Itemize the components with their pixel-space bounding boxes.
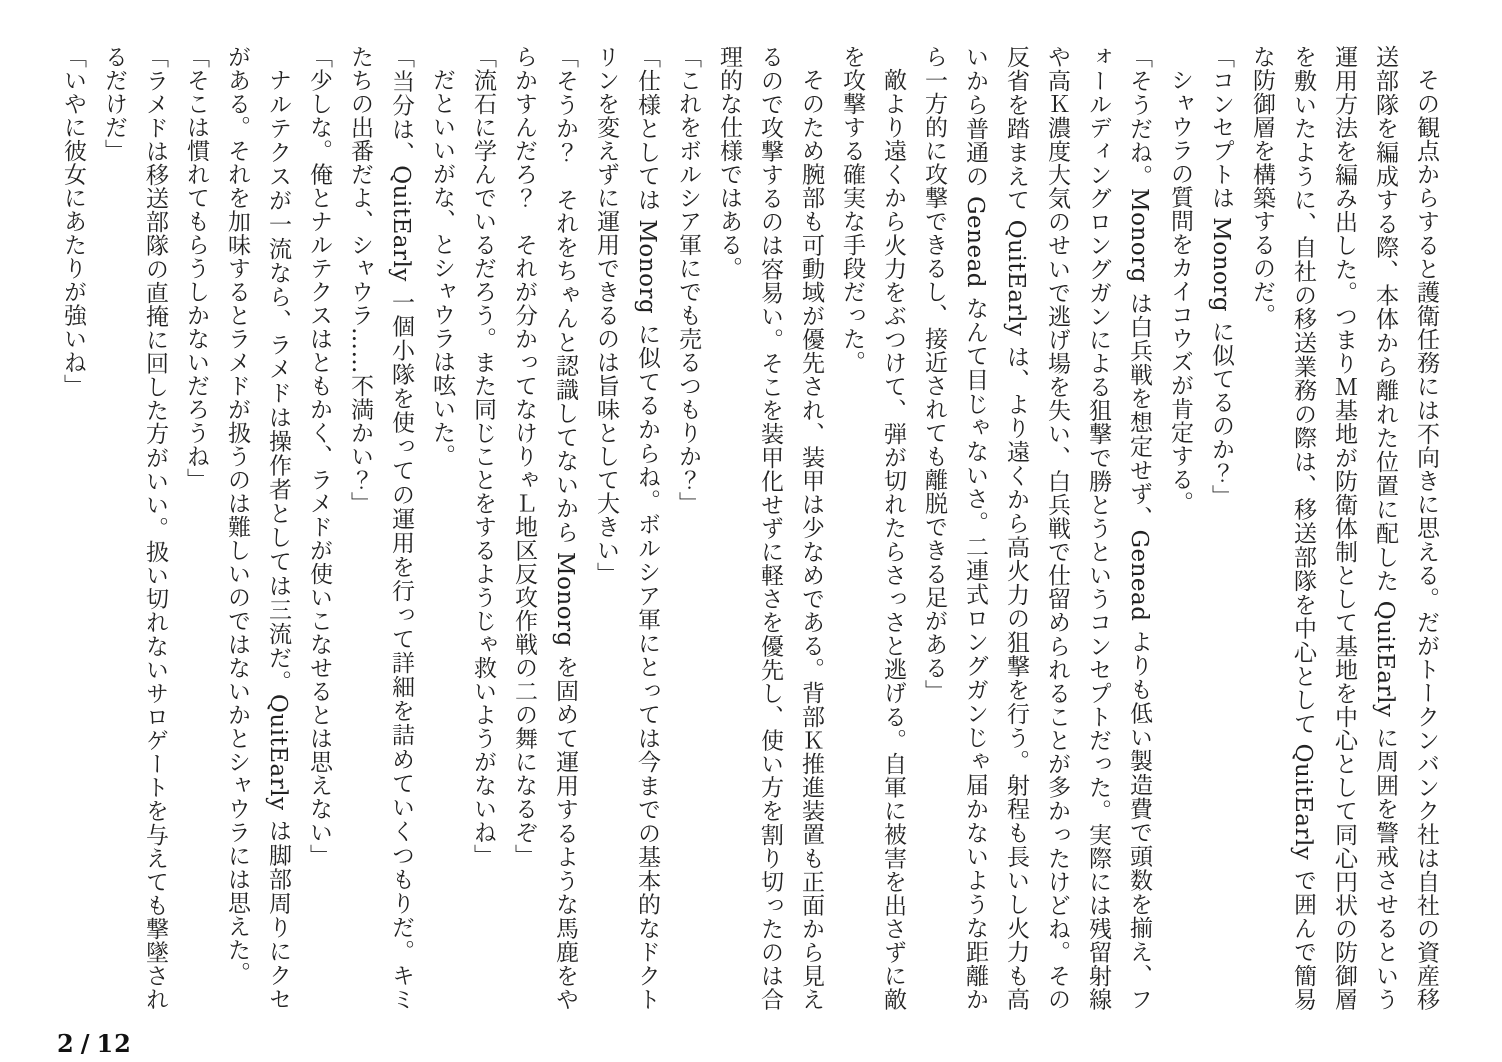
paragraph-dialogue: 「いやに彼女にあたりが強いね」 [60, 45, 86, 398]
paragraph-dialogue: 「ラメドは移送部隊の直掩に回した方がいい。扱い切れないサロゲートを与えても撃墜されるだけだ」 [101, 45, 168, 1011]
paragraph-narrative: ナルテクスが一流なら、ラメドは操作者としては三流だ。QuitEarly は脚部周りにクセがある。それを加味するとラメドが扱うのは難しいのではないかとシャウラには思えた。 [224, 45, 291, 1011]
paragraph-dialogue: 「そこは慣れてもらうしかないだろうね」 [183, 45, 209, 492]
total-page-count: 12 [96, 1029, 132, 1058]
current-page-number: 2 [57, 1029, 75, 1058]
paragraph-dialogue: 「流石に学んでいるだろう。また同じことをするようじゃ救いようがないね」 [470, 45, 496, 868]
paragraph-dialogue: 「コンセプトは Monorg に似てるのか？」 [1208, 45, 1234, 508]
paragraph-narrative: その観点からすると護衛任務には不向きに思える。だがトークンバンク社は自社の資産移送部隊を編成する際、本体から離れた位置に配した QuitEarly に周囲を警戒させるという運用方法を編み出した。つまりＭ基地が防衛体制として基地を中心として同心円状の防御層を敷いたように、自社の移送業務の際は、移送部隊を中心として QuitEarly で囲んで簡易な防御層を構築するのだ。 [1249, 45, 1439, 1011]
paragraph-narrative: そのため腕部も可動域が優先され、装甲は少なめである。背部Ｋ推進装置も正面から見えるので攻撃するのは容易い。そこを装甲化せずに軽さを優先し、使い方を割り切ったのは合理的な仕様ではある。 [716, 45, 824, 1011]
paragraph-narrative: だといいがな、とシャウラは呟いた。 [429, 68, 455, 468]
paragraph-narrative: 敵より遠くから火力をぶつけて、弾が切れたらさっさと逃げる。自軍に被害を出さずに敵を攻撃する確実な手段だった。 [839, 45, 906, 1011]
paragraph-dialogue: 「当分は、QuitEarly 一個小隊を使っての運用を行って詳細を詰めていくつもりだ。キミたちの出番だよ、シャウラ……不満かい？」 [347, 45, 414, 1011]
novel-text-area [52, 45, 1446, 1011]
page-indicator [57, 1029, 132, 1058]
paragraph-dialogue: 「仕様としては Monorg に似てるからね。ボルシア軍にとっては今までの基本的なドクトリンを変えずに運用できるのは旨味として大きい」 [593, 45, 660, 1011]
paragraph-dialogue: 「そうだね。Monorg は白兵戦を想定せず、Genead よりも低い製造費で頭数を揃え、フォールディングロングガンによる狙撃で勝とうというコンセプトだった。実際には残留射線や高Ｋ濃度大気のせいで逃げ場を失い、白兵戦で仕留められることが多かったけどね。その反省を踏まえて QuitEarly は、より遠くから高火力の狙撃を行う。射程も長いし火力も高いから普通の Genead なんて目じゃないさ。二連式ロングガンじゃ届かないような距離から一方的に攻撃できるし、接近されても離脱できる足がある」 [921, 45, 1152, 1011]
paragraph-narrative: シャウラの質問をカイコウズが肯定する。 [1167, 68, 1193, 515]
paragraph-dialogue: 「そうか？ それをちゃんと認識してないから Monorg を固めて運用するような馬鹿をやらかすんだろ？ それが分かってなけりゃＬ地区反攻作戦の二の舞になるぞ」 [511, 45, 578, 1011]
page-number-separator: / [80, 1029, 91, 1058]
paragraph-dialogue: 「これをボルシア軍にでも売るつもりか？」 [675, 45, 701, 515]
paragraph-dialogue: 「少しな。俺とナルテクスはともかく、ラメドが使いこなせるとは思えない」 [306, 45, 332, 868]
